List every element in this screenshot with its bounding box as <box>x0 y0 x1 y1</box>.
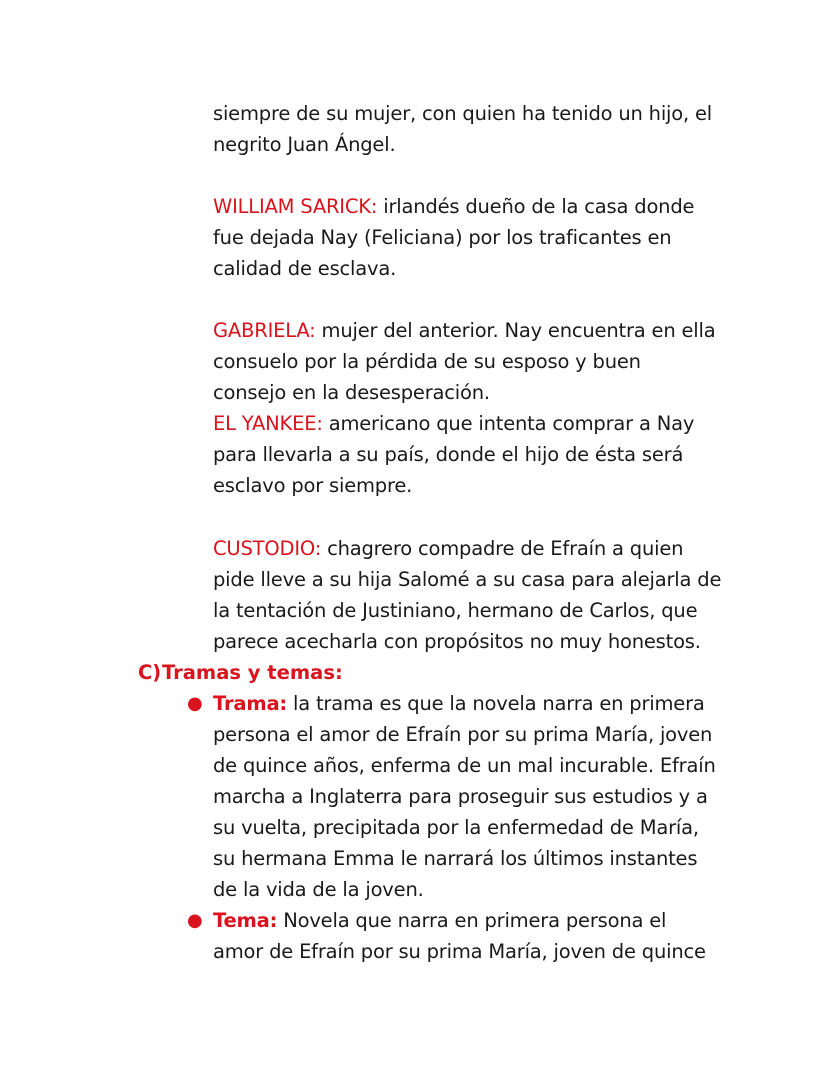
character-description: chagrero compadre de Efraín a quien <box>321 537 684 560</box>
paragraph-line: persona el amor de Efraín por su prima María, joven <box>213 723 713 746</box>
paragraph-line: su vuelta, precipitada por la enfermedad de María, <box>213 816 699 839</box>
character-first-line <box>213 191 733 222</box>
bullet-first-line <box>213 905 733 936</box>
character-custodio <box>213 533 733 657</box>
paragraph-line: consejo en la desesperación. <box>213 381 490 404</box>
paragraph-line: siempre de su mujer, con quien ha tenido un hijo, el <box>213 102 713 125</box>
paragraph-line: su hermana Emma le narrará los últimos instantes <box>213 847 698 870</box>
character-name: GABRIELA: <box>213 319 316 342</box>
paragraph-line: pide lleve a su hija Salomé a su casa para alejarla de <box>213 568 722 591</box>
bullet-text: Novela que narra en primera persona el <box>277 909 667 932</box>
bullet-title: Tema: <box>213 909 278 932</box>
section-marker: C) <box>138 661 162 684</box>
section-title: Tramas y temas: <box>162 661 343 684</box>
paragraph-line: consuelo por la pérdida de su esposo y buen <box>213 350 641 373</box>
bullet-trama <box>187 688 733 905</box>
paragraph-line: calidad de esclava. <box>213 257 397 280</box>
paragraph-line: amor de Efraín por su prima María, joven de quince <box>213 940 706 963</box>
paragraph-line: negrito Juan Ángel. <box>213 133 396 156</box>
character-el-yankee <box>213 408 733 501</box>
character-first-line <box>213 533 733 564</box>
bullet-text: la trama es que la novela narra en primera <box>287 692 705 715</box>
section-heading <box>138 657 343 688</box>
paragraph-line: la tentación de Justiniano, hermano de Carlos, que <box>213 599 698 622</box>
paragraph-line: de la vida de la joven. <box>213 878 424 901</box>
character-description: mujer del anterior. Nay encuentra en ella <box>315 319 716 342</box>
character-description: americano que intenta comprar a Nay <box>322 412 695 435</box>
paragraph-line: parece acecharla con propósitos no muy honestos. <box>213 630 701 653</box>
character-name: EL YANKEE: <box>213 412 323 435</box>
bullet-title: Trama: <box>213 692 288 715</box>
character-william-sarick <box>213 191 733 284</box>
paragraph-line: para llevarla a su país, donde el hijo de ésta será <box>213 443 684 466</box>
character-first-line <box>213 408 733 439</box>
bullet-dot-icon: ● <box>187 910 203 931</box>
paragraph-line: marcha a Inglaterra para proseguir sus estudios y a <box>213 785 708 808</box>
paragraph-line: de quince años, enferma de un mal incurable. Efraín <box>213 754 716 777</box>
bullet-dot-icon: ● <box>187 693 203 714</box>
paragraph-line: fue dejada Nay (Feliciana) por los traficantes en <box>213 226 672 249</box>
character-first-line <box>213 315 733 346</box>
character-name: WILLIAM SARICK: <box>213 195 378 218</box>
character-name: CUSTODIO: <box>213 537 322 560</box>
bullet-tema <box>187 905 733 967</box>
character-gabriela <box>213 315 733 408</box>
paragraph-line: esclavo por siempre. <box>213 474 413 497</box>
bullet-first-line <box>213 688 733 719</box>
continuation-paragraph <box>213 98 733 160</box>
character-description: irlandés dueño de la casa donde <box>377 195 695 218</box>
